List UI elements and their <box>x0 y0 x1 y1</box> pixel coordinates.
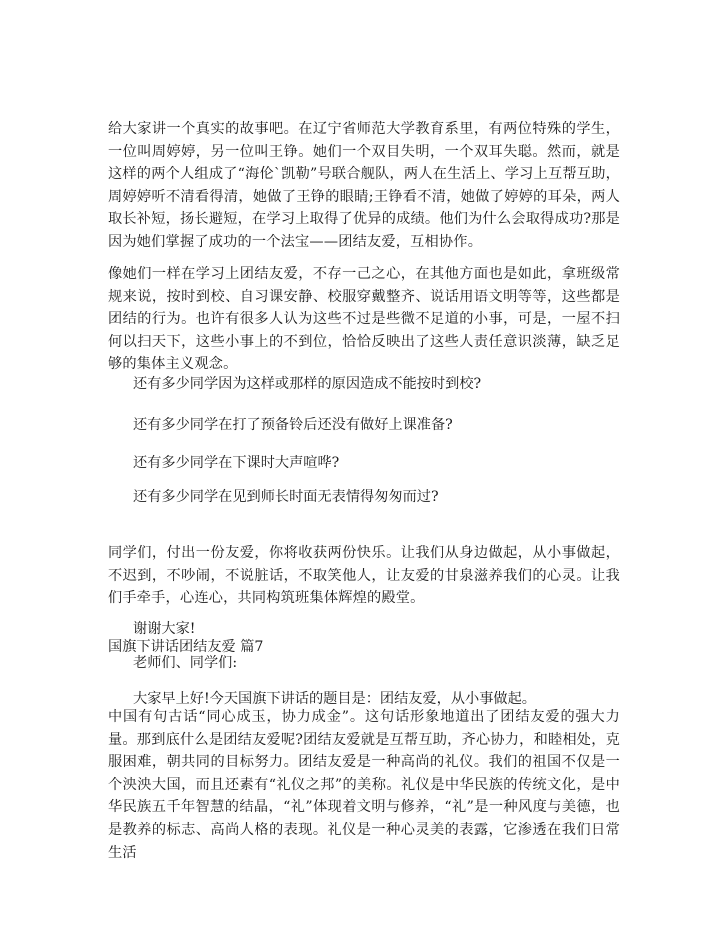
question-greeting: 还有多少同学在见到师长时面无表情得匆匆而过? <box>133 489 439 505</box>
etiquette-paragraph: 中国有句古话“同心成玉，协力成金”。这句话形象地道出了团结友爱的强大力量。那到底什么是团结友爱呢?团结友爱就是互帮互助，齐心协力，和睦相处，克服困难，朝共同的目标努力。团结友爱是一种高尚的礼仪。我们的祖国不仅是一个泱泱大国，而且还素有“礼仪之邦”的美称。礼仪是中华民族的传统文化，是中华民族五千年智慧的结晶，“礼”体现着文明与修养，“礼”是一种风度与美德，也是教养的标志、高尚人格的表现。礼仪是一种心灵美的表露，它渗透在我们日常生活 <box>108 709 620 861</box>
question-unprepared: 还有多少同学在打了预备铃后还没有做好上课准备? <box>133 417 453 433</box>
call-to-action-paragraph: 同学们，付出一份友爱，你将收获两份快乐。让我们从身边做起，从小事做起，不迟到，不吵闹，不说脏话，不取笑他人，让友爱的甘泉滋养我们的心灵。让我们手牵手，心连心，共同构筑班集体辉煌的殿堂。 <box>108 545 620 607</box>
greeting-line: 老师们、同学们: <box>133 655 238 671</box>
question-late: 还有多少同学因为这样或那样的原因造成不能按时到校? <box>133 376 482 392</box>
thanks-line: 谢谢大家! <box>133 621 196 637</box>
class-rules-paragraph: 像她们一样在学习上团结友爱，不存一己之心，在其他方面也是如此，拿班级常规来说，按时到校、自习课安静、校服穿戴整齐、说话用语文明等等，这些都是团结的行为。也许有很多人认为这些不过是些微不足道的小事，可是，一屋不扫何以扫天下，这些小事上的不到位，恰恰反映出了这些人责任意识淡薄，缺乏足够的集体主义观念。 <box>108 266 620 373</box>
question-noise: 还有多少同学在下课时大声喧哗? <box>133 455 340 471</box>
opening-line: 大家早上好!今天国旗下讲话的题目是：团结友爱，从小事做起。 <box>133 691 536 707</box>
section-title: 国旗下讲话团结友爱 篇7 <box>108 639 264 655</box>
story-paragraph: 给大家讲一个真实的故事吧。在辽宁省师范大学教育系里，有两位特殊的学生，一位叫周婷婷，另一位叫王铮。她们一个双目失明，一个双耳失聪。然而，就是这样的两个人组成了“海伦`凯勒”号联合舰队，两人在生活上、学习上互帮互助，周婷婷听不清看得清，她做了王铮的眼睛;王铮看不清，她做了婷婷的耳朵，两人取长补短，扬长避短，在学习上取得了优异的成绩。他们为什么会取得成功?那是因为她们掌握了成功的一个法宝——团结友爱，互相协作。 <box>108 121 620 250</box>
